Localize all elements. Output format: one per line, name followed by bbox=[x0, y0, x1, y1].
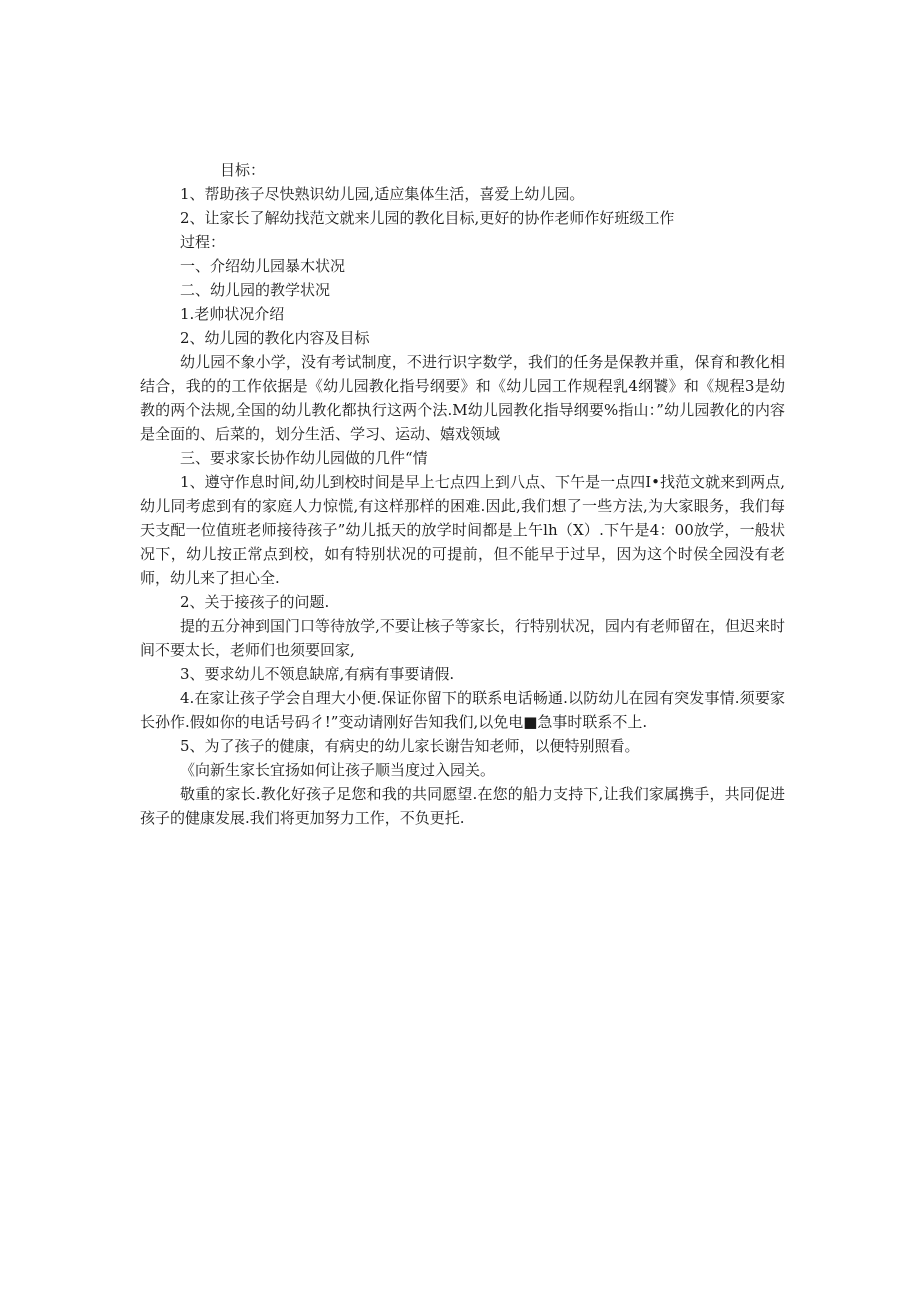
goal-item-2: 2、让家长了解幼找范文就来儿园的教化目标,更好的协作老师作好班级工作 bbox=[180, 209, 675, 227]
paragraph-transition: 《向新生家长宜扬如何让孩子顺当度过入园关。 bbox=[180, 761, 496, 779]
section-2-item-1: 1.老帅状况介绍 bbox=[180, 305, 285, 323]
paragraph-self-care: 4.在家让孩子学会自理大小便.保证你留下的联系电话畅通.以防幼儿在园有突发事情.须要家长孙作.假如你的电话号码彳!”变动请刚好告知我们,以免电■急事时联系不上. bbox=[140, 689, 785, 731]
paragraph-health: 5、为了孩子的健康，有病史的幼儿家长谢告知老师，以便特别照看。 bbox=[180, 737, 640, 755]
section-2-heading: 二、幼儿园的教学状况 bbox=[180, 281, 331, 299]
section-3-heading: 三、要求家长协作幼儿园做的几件“情 bbox=[180, 449, 428, 467]
section-1-heading: 一、介绍幼儿园暴木状况 bbox=[180, 257, 346, 275]
document-body bbox=[140, 158, 785, 830]
paragraph-curriculum: 幼儿园不象小学，没有考试制度，不进行识字数学，我们的任务是保教并重，保育和教化相结合，我的的工作依据是《幼儿园教化指号纲要》和《幼儿园工作规程乳4纲饕》和《规程3是幼教的两个法规,全国的幼儿教化都执行这两个法.M幼儿园教化指导纲要%指山：”幼儿园教化的内容是全面的、后菜的，划分生活、学习、运动、嬉戏领域 bbox=[140, 353, 785, 443]
paragraph-attendance: 3、要求幼儿不领息缺席,有病有事要请假. bbox=[180, 665, 455, 683]
section-3-item-2: 2、关于接孩子的问题. bbox=[180, 593, 330, 611]
process-heading: 过程： bbox=[180, 233, 226, 251]
goal-heading: 目标： bbox=[220, 161, 266, 179]
paragraph-pickup: 提的五分神到国门口等待放学,不要让核子等家长，行特别状况，园内有老师留在，但迟来时间不要太长，老师们也须要回家, bbox=[140, 617, 785, 659]
paragraph-closing: 敬重的家长.教化好孩子足您和我的共同愿望.在您的船力支持下,让我们家属携手，共同促进孩子的健康发展.我们将更加努力工作，不负更托. bbox=[140, 785, 785, 827]
section-2-item-2: 2、幼儿园的教化内容及目标 bbox=[180, 329, 370, 347]
paragraph-schedule: 1、遵守作息时间,幼儿到校时间是早上七点四上到八点、下午是一点四I•找范文就来到两点,幼儿同考虑到有的家庭人力惊慌,有这样那样的困难.因此,我们想了一些方法,为大家眼务，我们每天支配一位值班老师接待孩子”幼儿抵天的放学时间都是上午lh（X）.下午是4：00放学，一般状况下，幼儿按正常点到校，如有特别状况的可提前，但不能早于过早，因为这个时侯全园没有老师，幼儿来了担心全. bbox=[140, 473, 785, 587]
goal-item-1: 1、帮助孩子尽快熟识幼儿园,适应集体生活，喜爱上幼儿园。 bbox=[180, 185, 585, 203]
